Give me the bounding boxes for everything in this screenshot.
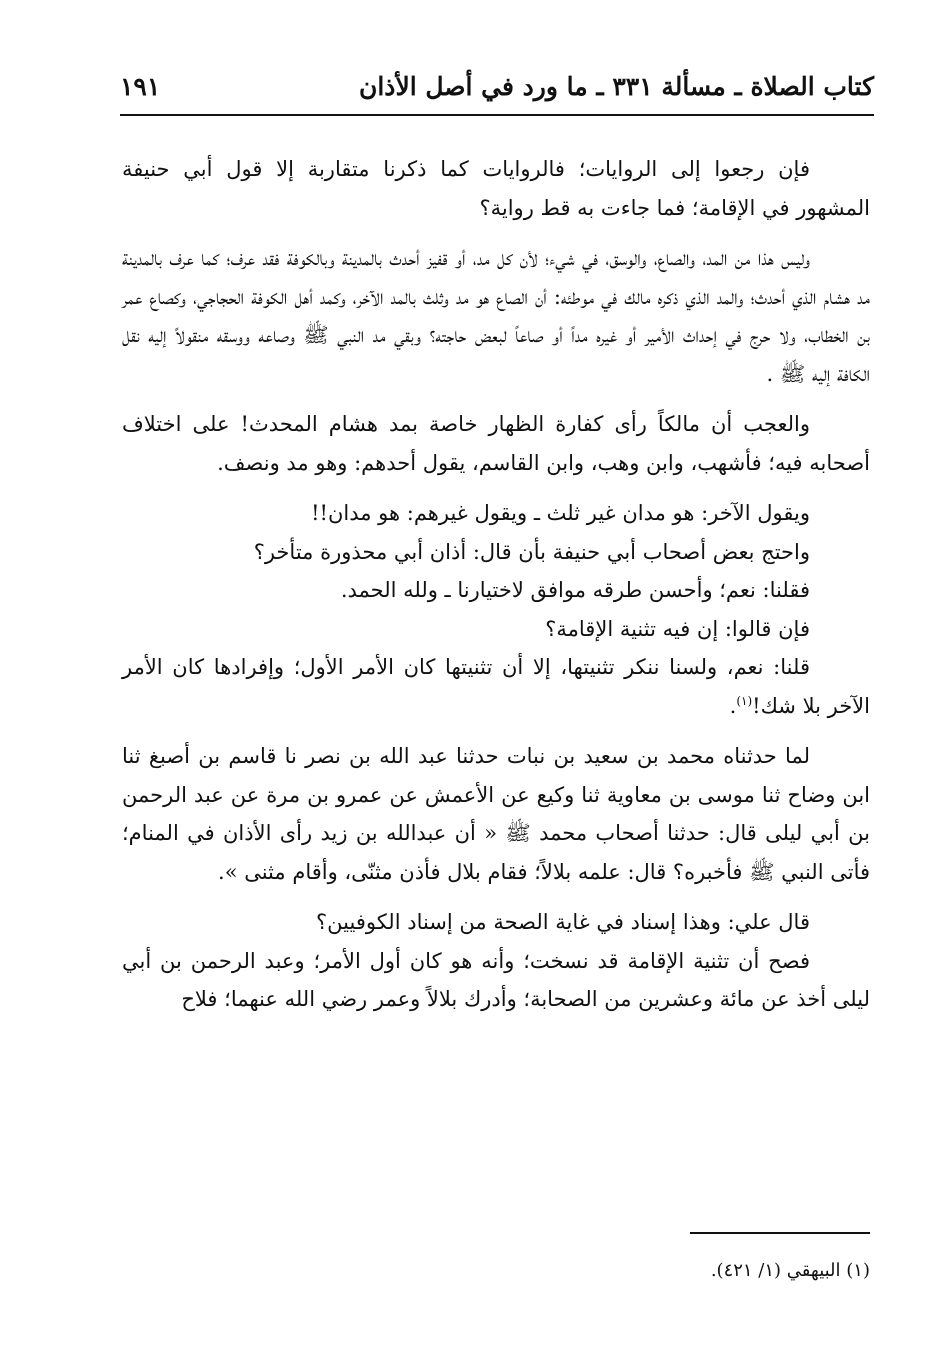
paragraph-ihtajja: واحتج بعض أصحاب أبي حنيفة بأن قال: أذان أبي محذورة متأخر؟ — [253, 539, 810, 564]
footnote-marker[interactable]: (١) — [736, 693, 753, 708]
footnote-divider — [690, 1232, 870, 1234]
paragraph-hadith-isnad: لما حدثناه محمد بن سعيد بن نبات حدثنا عبد الله بن نصر نا قاسم بن أصبغ ثنا ابن وضاح ثنا موسى بن معاوية ثنا وكيع عن الأعمش عن عمرو بن مرة عن عبد الرحمن بن أبي ليلى قال: حدثنا أصحاب محمد ﷺ « أن عبدالله بن زيد رأى الأذان في المنام؛ فأتى النبي ﷺ فأخبره؟ قال: علمه بلالاً؛ فقام بلال فأذن مثنّى، وأقام مثنى ». — [122, 744, 870, 884]
paragraph-kaffarat-zihar: والعجب أن مالكاً رأى كفارة الظهار خاصة بمد هشام المحدث! على اختلاف أصحابه فيه؛ فأشهب، وابن وهب، وابن القاسم، يقول أحدهم: وهو مد ونصف. — [122, 412, 870, 475]
paragraph-qawl-akhar: ويقول الآخر: هو مدان غير ثلث ـ ويقول غيرهم: هو مدان!! — [311, 501, 810, 525]
paragraph-fa-sahha: فصح أن تثنية الإقامة قد نسخت؛ وأنه هو كان أول الأمر؛ وعبد الرحمن بن أبي ليلى أخذ عن مائة وعشرين من الصحابة؛ وأدرك بلالاً وعمر رضي الله عنهما؛ فلاح — [122, 948, 870, 1011]
paragraph-qulna-naam — [122, 648, 870, 725]
paragraph-fa-qulna: فقلنا: نعم؛ وأحسن طرقه موافق لاختيارنا ـ ولله الحمد. — [340, 578, 810, 602]
chapter-title: كتاب الصلاة ـ مسألة ٣٣١ ـ ما ورد في أصل الأذان — [359, 71, 874, 101]
footnote: (١) البيهقي (١/ ٤٢١). — [710, 1260, 870, 1281]
page-number: ١٩١ — [120, 71, 161, 101]
paragraph-qulna-naam-text: قلنا: نعم، ولسنا ننكر تثنيتها، إلا أن تثنيتها كان الأمر الأول؛ وإفرادها كان الأمر الآخر بلا شك! — [122, 655, 870, 718]
paragraph-qala-ali: قال علي: وهذا إسناد في غاية الصحة من إسناد الكوفيين؟ — [316, 910, 810, 934]
paragraph-fa-in-qalu: فإن قالوا: إن فيه تثنية الإقامة؟ — [545, 616, 810, 641]
running-header — [120, 64, 874, 108]
header-divider — [120, 114, 874, 116]
paragraph-end-mark: . — [729, 693, 737, 718]
paragraph-mudd-saa: وليس هذا من المد، والصاع، والوسق، في شيء؛ لأن كل مد، أو قفيز أحدث بالمدينة وبالكوفة فقد عرف؛ كما عرف بالمدينة مد هشام الذي أحدث؛ والمد الذي ذكره مالك في موطئه: أن الصاع هو مد وثلث بالمد الآخر، وكمد أهل الكوفة الحجاجي، وكصاع عمر بن الخطاب، ولا حرج في إحداث الأمير أو غيره مداً أو صاعاً لبعض حاجته؟ وبقي مد النبي ﷺ وصاعه ووسقه منقولاً إليه نقل الكافة إليه ﷺ . — [122, 246, 870, 386]
paragraph-riwayat: فإن رجعوا إلى الروايات؛ فالروايات كما ذكرنا متقاربة إلا قول أبي حنيفة المشهور في الإقامة؛ فما جاءت به قط رواية؟ — [122, 157, 870, 220]
main-text — [122, 150, 870, 1019]
